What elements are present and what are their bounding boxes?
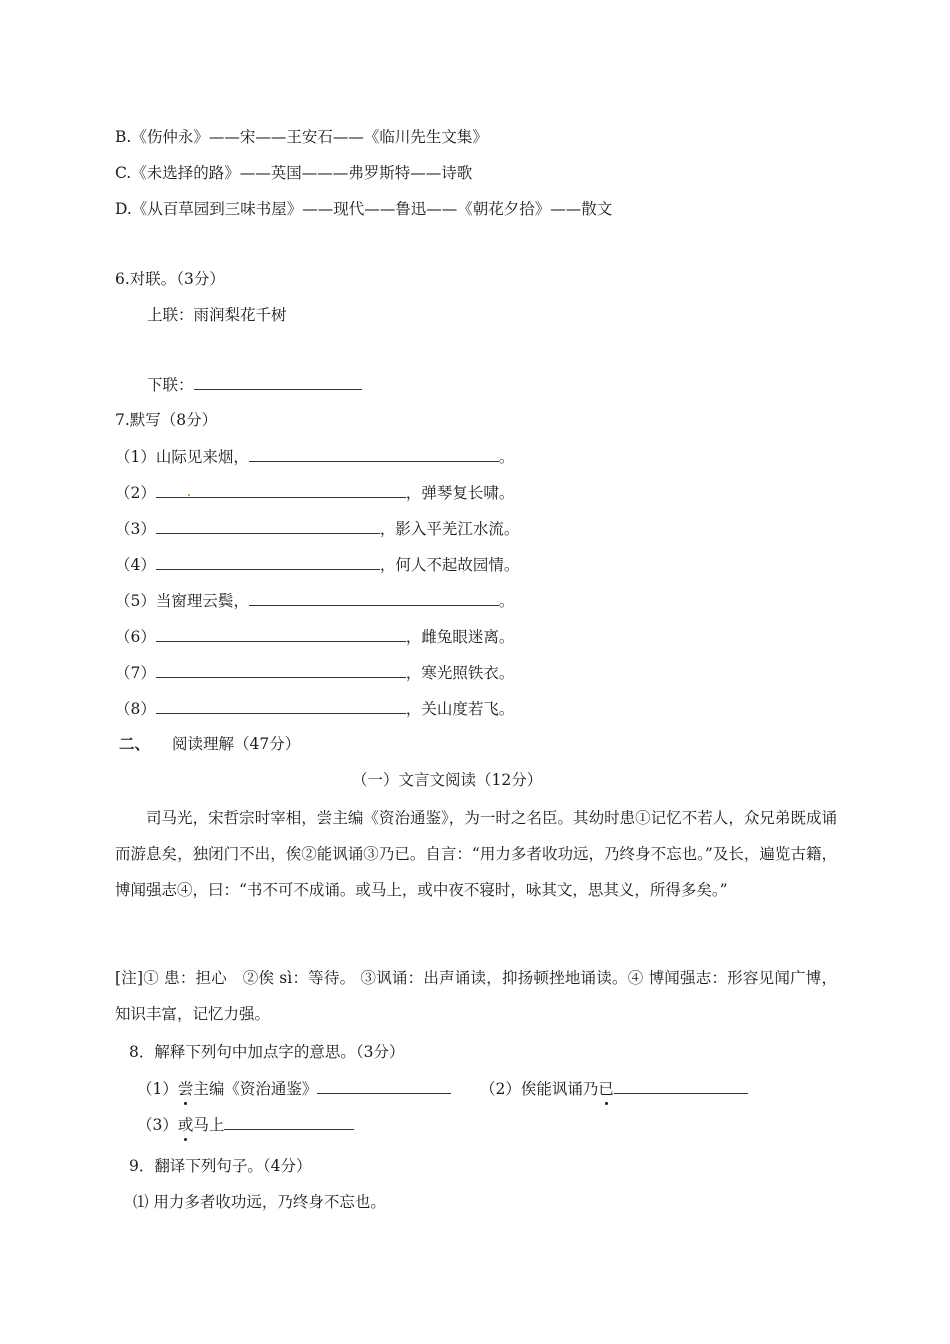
q7-title: 7.默写（8分） <box>115 411 218 429</box>
q7-item-4: （4） ，何人不起故园情。 <box>115 553 519 576</box>
section2-number: 二、 <box>119 734 151 753</box>
q8-blank-3[interactable] <box>224 1113 354 1130</box>
dotted-char: 或 <box>177 1116 194 1134</box>
q8-item-2: （2）俟能讽诵乃已 <box>480 1077 748 1100</box>
option-d: D.《从百草园到三味书屋》——现代——鲁迅——《朝花夕拾》——散文 <box>115 200 613 218</box>
option-c: C.《未选择的路》——英国———弗罗斯特——诗歌 <box>115 164 473 182</box>
dotted-char: 尝 <box>177 1080 194 1098</box>
q7-item-2: （2） ，弹琴复长啸。 <box>115 481 514 504</box>
green-mark <box>188 494 190 496</box>
q7-item-3: （3） ，影入平羌江水流。 <box>115 517 519 540</box>
q8-item-1: （1）尝主编《资治通鉴》 <box>137 1077 451 1100</box>
q7-blank-2[interactable] <box>156 481 406 498</box>
q7-item-5: （5）当窗理云鬓， 。 <box>115 589 514 612</box>
q7-blank-6[interactable] <box>156 625 406 642</box>
q8-title: 8．解释下列句中加点字的意思。（3分） <box>129 1043 405 1061</box>
q6-title: 6.对联。（3分） <box>115 270 225 288</box>
dotted-char: 已 <box>598 1080 614 1098</box>
q7-item-8: （8） ，关山度若飞。 <box>115 697 514 720</box>
q6-lower-couplet <box>147 373 362 396</box>
q7-item-6: （6） ，雌兔眼迷离。 <box>115 625 514 648</box>
q6-answer-blank[interactable] <box>194 373 362 390</box>
q7-blank-5[interactable] <box>249 589 499 606</box>
section2-title: 阅读理解（47分） <box>172 735 301 753</box>
q9-title: 9．翻译下列句子。（4分） <box>129 1157 312 1175</box>
q7-blank-1[interactable] <box>249 445 499 462</box>
q8-blank-1[interactable] <box>317 1077 451 1094</box>
q6-lower-label: 下联： <box>147 376 194 394</box>
q7-blank-7[interactable] <box>156 661 406 678</box>
q7-item-7: （7） ，寒光照铁衣。 <box>115 661 514 684</box>
q9-item-1: ⑴ 用力多者收功远，乃终身不忘也。 <box>133 1193 386 1211</box>
q7-blank-8[interactable] <box>156 697 406 714</box>
q7-item-1: （1）山际见来烟， 。 <box>115 445 514 468</box>
subsection-title: （一）文言文阅读（12分） <box>352 771 543 789</box>
option-b: B.《伤仲永》——宋——王安石——《临川先生文集》 <box>115 128 488 146</box>
q8-blank-2[interactable] <box>614 1077 748 1094</box>
passage-notes: [注]① 患：担心 ②俟 sì：等待。 ③讽诵：出声诵读，抑扬顿挫地诵读。④ 博闻强志：形容见闻广博，知识丰富，记忆力强。 <box>115 969 837 1023</box>
q7-blank-3[interactable] <box>156 517 380 534</box>
q6-upper-couplet: 上联：雨润梨花千树 <box>147 306 287 324</box>
classical-passage: 司马光，宋哲宗时宰相，尝主编《资治通鉴》，为一时之名臣。其幼时患①记忆不若人，众兄弟既成诵而游息矣，独闭门不出，俟②能讽诵③乃已。自言：“用力多者收功远，乃终身不忘也。”及长，遍览古籍，博闻强志④，曰：“书不可不成诵。或马上，或中夜不寝时，咏其文，思其义，所得多矣。” <box>115 809 837 899</box>
q7-blank-4[interactable] <box>156 553 380 570</box>
q8-item-3: （3）或马上 <box>137 1113 354 1136</box>
